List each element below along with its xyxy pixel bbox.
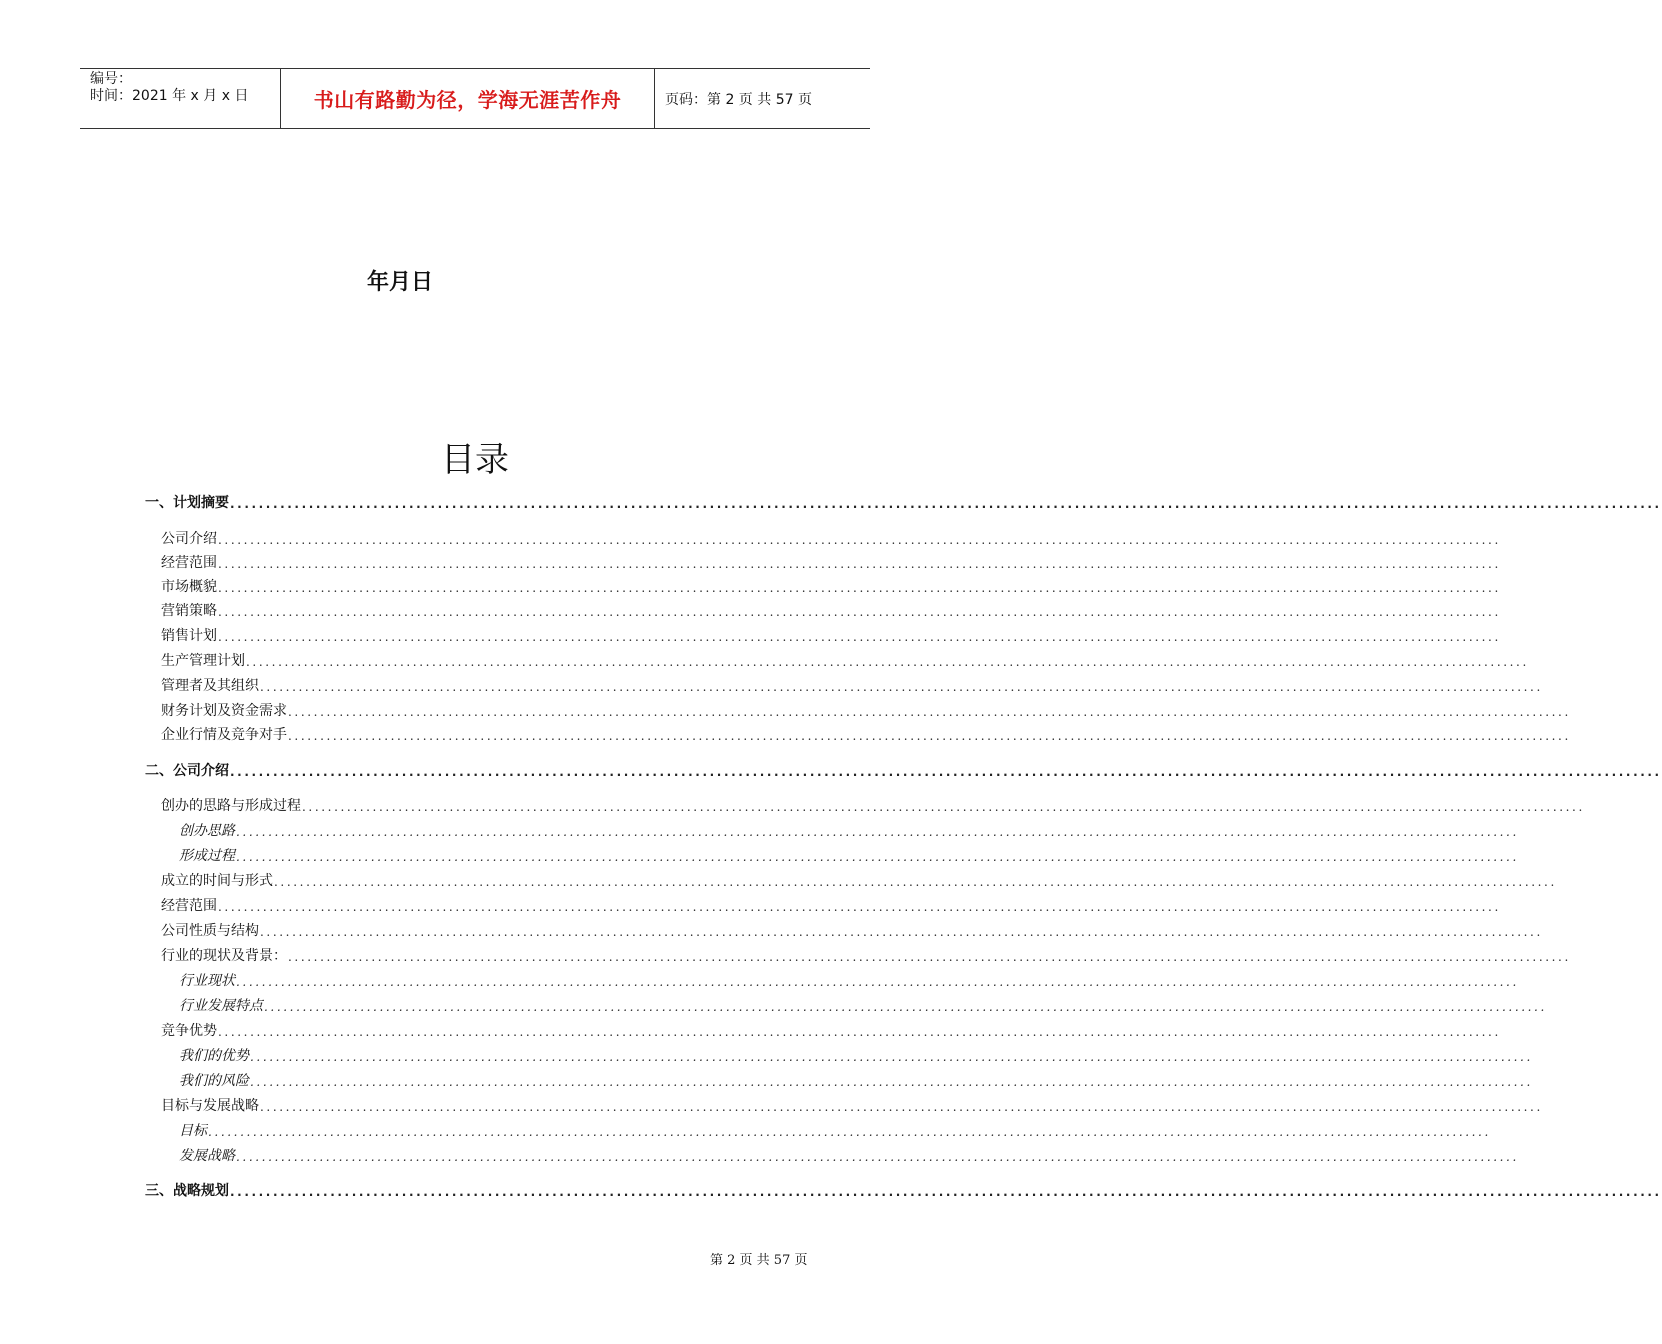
toc-entry[interactable] [179, 1145, 1519, 1165]
toc-entry[interactable] [145, 492, 1662, 512]
toc-leader-dots: ........................................................................................................................................................................................................ [230, 765, 1662, 779]
toc-entry-label: 销售计划 [161, 628, 217, 644]
page-footer: 第 2 页 共 57 页 [710, 1253, 808, 1268]
toc-entry[interactable] [161, 724, 1571, 744]
toc-leader-dots: ........................................................................................................................................................................................................ [218, 605, 1501, 619]
toc-entry-label: 我们的优势 [179, 1048, 249, 1064]
toc-entry[interactable] [161, 700, 1571, 720]
toc-entry[interactable] [179, 970, 1519, 990]
toc-leader-dots: ........................................................................................................................................................................................................ [250, 1075, 1533, 1089]
toc-entry[interactable] [179, 1120, 1491, 1140]
toc-leader-dots: ........................................................................................................................................................................................................ [208, 1125, 1491, 1139]
toc-leader-dots: ........................................................................................................................................................................................................ [218, 533, 1501, 547]
toc-entry[interactable] [161, 675, 1543, 695]
toc-entry-label: 行业现状 [179, 973, 235, 989]
toc-entry-label: 公司性质与结构 [161, 923, 259, 939]
toc-entry-label: 行业的现状及背景： [161, 948, 287, 964]
toc-entry-label: 经营范围 [161, 898, 217, 914]
toc-entry-label: 企业行情及竞争对手 [161, 727, 287, 743]
toc-leader-dots: ........................................................................................................................................................................................................ [274, 875, 1557, 889]
toc-entry-label: 经营范围 [161, 555, 217, 571]
toc-entry-label: 生产管理计划 [161, 653, 245, 669]
toc-entry[interactable] [161, 945, 1571, 965]
toc-entry[interactable] [161, 895, 1501, 915]
toc-entry-label: 二、公司介绍 [145, 763, 229, 779]
toc-leader-dots: ........................................................................................................................................................................................................ [246, 655, 1529, 669]
toc-entry[interactable] [145, 760, 1662, 780]
toc-entry-label: 形成过程 [179, 848, 235, 864]
toc-entry-label: 竞争优势 [161, 1023, 217, 1039]
toc-leader-dots: ........................................................................................................................................................................................................ [236, 825, 1519, 839]
toc-entry[interactable] [161, 920, 1543, 940]
toc-entry[interactable] [179, 995, 1547, 1015]
toc-leader-dots: ........................................................................................................................................................................................................ [218, 630, 1501, 644]
toc-entry-label: 一、计划摘要 [145, 495, 229, 511]
toc-leader-dots: ........................................................................................................................................................................................................ [288, 729, 1571, 743]
toc-entry[interactable] [161, 1095, 1543, 1115]
toc-entry-label: 公司介绍 [161, 531, 217, 547]
toc-leader-dots: ........................................................................................................................................................................................................ [288, 705, 1571, 719]
toc-entry[interactable] [179, 820, 1519, 840]
toc-entry[interactable] [161, 650, 1529, 670]
toc-leader-dots: ........................................................................................................................................................................................................ [230, 497, 1662, 511]
toc-entry-label: 市场概貌 [161, 579, 217, 595]
toc-entry-label: 发展战略 [179, 1148, 235, 1164]
toc-entry[interactable] [179, 1045, 1533, 1065]
toc-entry-label: 营销策略 [161, 603, 217, 619]
date-heading: 年月日 [367, 270, 434, 295]
toc-entry-label: 目标与发展战略 [161, 1098, 259, 1114]
toc-leader-dots: ........................................................................................................................................................................................................ [264, 1000, 1547, 1014]
header-motto: 书山有路勤为径，学海无涯苦作舟 [281, 69, 655, 128]
toc-entry-label: 创办的思路与形成过程 [161, 798, 301, 814]
toc-entry-label: 三、战略规划 [145, 1183, 229, 1199]
toc-entry-label: 我们的风险 [179, 1073, 249, 1089]
toc-entry[interactable] [161, 528, 1501, 548]
toc-leader-dots: ........................................................................................................................................................................................................ [236, 975, 1519, 989]
toc-leader-dots: ........................................................................................................................................................................................................ [288, 950, 1571, 964]
header-page-label: 页码：第 2 页 共 57 页 [665, 91, 812, 108]
time-label: 时间：2021 年 x 月 x 日 [90, 88, 249, 104]
toc-leader-dots: ........................................................................................................................................................................................................ [218, 557, 1501, 571]
toc-entry-label: 目标 [179, 1123, 207, 1139]
toc-entry-label: 财务计划及资金需求 [161, 703, 287, 719]
toc-leader-dots: ........................................................................................................................................................................................................ [230, 1185, 1662, 1199]
toc-entry[interactable] [161, 625, 1501, 645]
toc-entry[interactable] [161, 600, 1501, 620]
toc-entry[interactable] [161, 552, 1501, 572]
toc-leader-dots: ........................................................................................................................................................................................................ [250, 1050, 1533, 1064]
toc-entry[interactable] [161, 870, 1557, 890]
toc-leader-dots: ........................................................................................................................................................................................................ [218, 581, 1501, 595]
toc-entry-label: 管理者及其组织 [161, 678, 259, 694]
number-label: 编号： [90, 71, 132, 87]
toc-leader-dots: ........................................................................................................................................................................................................ [236, 850, 1519, 864]
toc-leader-dots: ........................................................................................................................................................................................................ [260, 1100, 1543, 1114]
toc-leader-dots: ........................................................................................................................................................................................................ [260, 680, 1543, 694]
toc-leader-dots: ........................................................................................................................................................................................................ [218, 1025, 1501, 1039]
toc-leader-dots: ........................................................................................................................................................................................................ [236, 1150, 1519, 1164]
toc-entry[interactable] [179, 1070, 1533, 1090]
toc-title: 目录 [441, 440, 509, 480]
toc-entry[interactable] [179, 845, 1519, 865]
toc-entry[interactable] [161, 576, 1501, 596]
toc-leader-dots: ........................................................................................................................................................................................................ [218, 900, 1501, 914]
toc-entry-label: 成立的时间与形式 [161, 873, 273, 889]
toc-entry[interactable] [145, 1180, 1662, 1200]
toc-entry[interactable] [161, 795, 1585, 815]
toc-leader-dots: ........................................................................................................................................................................................................ [260, 925, 1543, 939]
toc-entry[interactable] [161, 1020, 1501, 1040]
toc-entry-label: 行业发展特点 [179, 998, 263, 1014]
toc-leader-dots: ........................................................................................................................................................................................................ [302, 800, 1585, 814]
toc-entry-label: 创办思路 [179, 823, 235, 839]
